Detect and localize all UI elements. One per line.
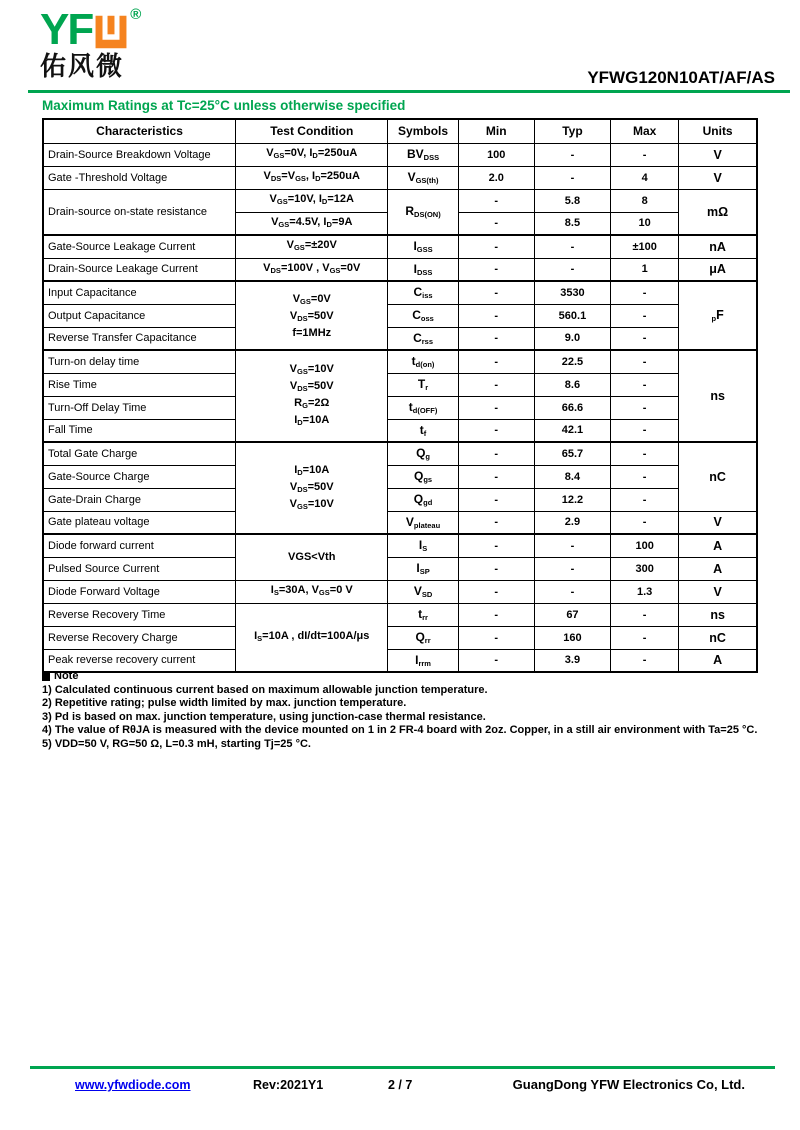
cell-char: Diode forward current xyxy=(43,534,236,557)
cell-val: - xyxy=(458,534,534,557)
cell-val: 1.3 xyxy=(611,580,679,603)
logo-shu-icon xyxy=(94,14,128,50)
column-header: Characteristics xyxy=(43,119,236,143)
cell-val: - xyxy=(611,649,679,672)
cell-val: - xyxy=(611,350,679,373)
cell-char: Fall Time xyxy=(43,419,236,442)
cell-char: Drain-source on-state resistance xyxy=(43,189,236,235)
cell-val: - xyxy=(458,649,534,672)
cell-val: 3.9 xyxy=(534,649,610,672)
note-line: 5) VDD=50 V, RG=50 Ω, L=0.3 mH, starting Tj=25 °C. xyxy=(42,737,311,750)
cell-val: - xyxy=(458,626,534,649)
cell-cond: $V_{GS}=0V$, $I_D=250uA$ xyxy=(236,143,388,166)
cell-val: 4 xyxy=(611,166,679,189)
cell-val: 5.8 xyxy=(534,189,610,212)
note-line: 4) The value of RθJA is measured with the device mounted on 1 in 2 FR-4 board with 2oz. Copper, in a still air environment with Ta=25 °C. xyxy=(42,724,758,736)
cell-val: - xyxy=(458,580,534,603)
cell-cond: $V_{GS}=4.5V$, $I_D=9A$ xyxy=(236,212,388,235)
note-line: 3) Pd is based on max. junction temperature, using junction-case thermal resistance. xyxy=(42,710,486,723)
cell-char: Reverse Recovery Time xyxy=(43,603,236,626)
cell-val: 160 xyxy=(534,626,610,649)
cell-val: 1 xyxy=(611,258,679,281)
cell-val: 8 xyxy=(611,189,679,212)
note-line: 1) Calculated continuous current based on maximum allowable junction temperature. xyxy=(42,683,488,696)
table-row xyxy=(43,304,757,327)
table-row xyxy=(43,557,757,580)
cell-cond: $I_S=10A$ , dI/dt=100A/μs xyxy=(236,603,388,672)
cell-val: - xyxy=(458,465,534,488)
cell-char: Gate-Source Charge xyxy=(43,465,236,488)
footer-divider xyxy=(30,1066,775,1069)
table-row xyxy=(43,603,757,626)
section-title: Maximum Ratings at Tc=25°C unless otherwise specified xyxy=(42,98,406,113)
cell-char: Turn-on delay time xyxy=(43,350,236,373)
cell-sym: $I_{SP}$ xyxy=(388,557,458,580)
cell-val: - xyxy=(458,419,534,442)
note-title: Note xyxy=(54,670,79,682)
note-header xyxy=(42,670,758,684)
cell-val: - xyxy=(458,488,534,511)
cell-char: Input Capacitance xyxy=(43,281,236,304)
cell-sym: $I_S$ xyxy=(388,534,458,557)
cell-val: 2.9 xyxy=(534,511,610,534)
cell-char: Reverse Transfer Capacitance xyxy=(43,327,236,350)
cell-val: - xyxy=(611,626,679,649)
cell-sym: $Q_{gd}$ xyxy=(388,488,458,511)
table-row xyxy=(43,442,757,465)
cell-sym: $I_{GSS}$ xyxy=(388,235,458,258)
cell-val: 67 xyxy=(534,603,610,626)
maximum-ratings-table xyxy=(42,118,758,673)
cell-val: 42.1 xyxy=(534,419,610,442)
cell-char: Gate-Drain Charge xyxy=(43,488,236,511)
cell-unit: ns xyxy=(679,603,757,626)
table-row xyxy=(43,350,757,373)
note-bullet-icon xyxy=(42,673,50,681)
table-row xyxy=(43,488,757,511)
cell-val: - xyxy=(458,281,534,304)
cell-unit: nA xyxy=(679,235,757,258)
cell-val: - xyxy=(611,143,679,166)
table-row xyxy=(43,166,757,189)
column-header: Units xyxy=(679,119,757,143)
cell-unit: A xyxy=(679,649,757,672)
table-row xyxy=(43,396,757,419)
cell-char: Drain-Source Leakage Current xyxy=(43,258,236,281)
cell-val: 66.6 xyxy=(534,396,610,419)
cell-char: Rise Time xyxy=(43,373,236,396)
table-row xyxy=(43,281,757,304)
cell-char: Reverse Recovery Charge xyxy=(43,626,236,649)
cell-val: - xyxy=(611,511,679,534)
cell-val: 65.7 xyxy=(534,442,610,465)
cell-val: - xyxy=(611,396,679,419)
cell-unit: ns xyxy=(679,350,757,442)
cell-val: - xyxy=(458,350,534,373)
cell-sym: $C_{oss}$ xyxy=(388,304,458,327)
cell-val: - xyxy=(458,373,534,396)
cell-val: - xyxy=(534,258,610,281)
cell-sym: $BV_{DSS}$ xyxy=(388,143,458,166)
cell-val: - xyxy=(534,580,610,603)
cell-sym: $V_{SD}$ xyxy=(388,580,458,603)
cell-cond: $I_S=30A$, $V_{GS}=0$ V xyxy=(236,580,388,603)
cell-val: - xyxy=(611,603,679,626)
cell-char: Total Gate Charge xyxy=(43,442,236,465)
table-row xyxy=(43,258,757,281)
cell-cond: $V_{GS}=10V$, $I_D=12A$ xyxy=(236,189,388,212)
logo-text: YF xyxy=(40,5,93,54)
cell-sym: $t_f$ xyxy=(388,419,458,442)
cell-sym: $Q_{gs}$ xyxy=(388,465,458,488)
cell-sym: $t_{rr}$ xyxy=(388,603,458,626)
cell-val: - xyxy=(534,534,610,557)
table-row xyxy=(43,626,757,649)
cell-unit: A xyxy=(679,534,757,557)
cell-char: Output Capacitance xyxy=(43,304,236,327)
cell-sym: $t_{d(on)}$ xyxy=(388,350,458,373)
ratings-table-container xyxy=(42,118,758,673)
cell-sym: $V_{GS(th)}$ xyxy=(388,166,458,189)
cell-val: - xyxy=(611,327,679,350)
cell-val: 3530 xyxy=(534,281,610,304)
cell-sym: $I_{rrm}$ xyxy=(388,649,458,672)
cell-val: - xyxy=(611,465,679,488)
cell-val: - xyxy=(458,258,534,281)
cell-val: 8.4 xyxy=(534,465,610,488)
cell-val: - xyxy=(611,442,679,465)
cell-sym: $C_{iss}$ xyxy=(388,281,458,304)
cell-char: Turn-Off Delay Time xyxy=(43,396,236,419)
cell-val: - xyxy=(458,396,534,419)
table-row xyxy=(43,189,757,212)
cell-sym: $R_{DS(ON)}$ xyxy=(388,189,458,235)
cell-unit: V xyxy=(679,511,757,534)
column-header: Min xyxy=(458,119,534,143)
cell-val: - xyxy=(458,603,534,626)
cell-char: Gate -Threshold Voltage xyxy=(43,166,236,189)
cell-unit: V xyxy=(679,580,757,603)
cell-val: - xyxy=(534,557,610,580)
table-row xyxy=(43,419,757,442)
cell-sym: $t_{d(OFF)}$ xyxy=(388,396,458,419)
cell-sym: $I_{DSS}$ xyxy=(388,258,458,281)
cell-val: - xyxy=(458,442,534,465)
cell-cond: $V_{GS}=\pm 20V$ xyxy=(236,235,388,258)
cell-val: - xyxy=(534,143,610,166)
cell-val: 100 xyxy=(458,143,534,166)
table-row xyxy=(43,465,757,488)
cell-sym: $V_{plateau}$ xyxy=(388,511,458,534)
cell-val: 560.1 xyxy=(534,304,610,327)
cell-val: - xyxy=(611,281,679,304)
cell-unit: $_p$F xyxy=(679,281,757,350)
cell-val: - xyxy=(458,557,534,580)
cell-unit: nC xyxy=(679,626,757,649)
cell-val: - xyxy=(611,373,679,396)
cell-unit: V xyxy=(679,166,757,189)
notes-section xyxy=(42,670,758,751)
column-header: Test Condition xyxy=(236,119,388,143)
cell-char: Pulsed Source Current xyxy=(43,557,236,580)
table-row xyxy=(43,534,757,557)
cell-val: 2.0 xyxy=(458,166,534,189)
company-name: GuangDong YFW Electronics Co, Ltd. xyxy=(512,1077,745,1092)
cell-val: - xyxy=(611,419,679,442)
table-row xyxy=(43,649,757,672)
cell-val: 12.2 xyxy=(534,488,610,511)
cell-sym: $Q_{rr}$ xyxy=(388,626,458,649)
table-row xyxy=(43,235,757,258)
cell-unit: A xyxy=(679,557,757,580)
cell-val: 8.5 xyxy=(534,212,610,235)
cell-unit: μA xyxy=(679,258,757,281)
cell-val: 300 xyxy=(611,557,679,580)
cell-char: Drain-Source Breakdown Voltage xyxy=(43,143,236,166)
cell-val: - xyxy=(458,327,534,350)
cell-cond: $V_{DS}=100V$ , $V_{GS}=0V$ xyxy=(236,258,388,281)
cell-val: - xyxy=(458,189,534,212)
cell-val: 100 xyxy=(611,534,679,557)
cell-cond: $V_{GS}=10V$ $V_{DS}=50V$ $R_G=2\Omega$ $I_D=10A$ xyxy=(236,350,388,442)
cell-val: - xyxy=(534,166,610,189)
cell-val: - xyxy=(611,304,679,327)
cell-val: ±100 xyxy=(611,235,679,258)
table-row xyxy=(43,143,757,166)
note-line: 2) Repetitive rating; pulse width limited by max. junction temperature. xyxy=(42,697,407,709)
cell-cond: $I_D=10A$ $V_{DS}=50V$ $V_{GS}=10V$ xyxy=(236,442,388,534)
column-header: Max xyxy=(611,119,679,143)
revision-label: Rev:2021Y1 xyxy=(253,1078,324,1092)
table-row xyxy=(43,511,757,534)
registered-trademark-icon: ® xyxy=(130,6,142,23)
cell-val: 9.0 xyxy=(534,327,610,350)
page-number: 2 / 7 xyxy=(388,1078,413,1092)
cell-val: 22.5 xyxy=(534,350,610,373)
table-header-row xyxy=(43,119,757,143)
column-header: Symbols xyxy=(388,119,458,143)
cell-val: - xyxy=(458,511,534,534)
table-row xyxy=(43,580,757,603)
cell-char: Peak reverse recovery current xyxy=(43,649,236,672)
cell-unit: nC xyxy=(679,442,757,511)
yfw-logo xyxy=(40,5,142,81)
logo-chinese-name: 佑风微 xyxy=(40,51,125,81)
cell-val: - xyxy=(458,212,534,235)
column-header: Typ xyxy=(534,119,610,143)
cell-unit: V xyxy=(679,143,757,166)
cell-sym: $T_r$ xyxy=(388,373,458,396)
cell-char: Gate plateau voltage xyxy=(43,511,236,534)
website-link[interactable]: www.yfwdiode.com xyxy=(75,1078,191,1092)
part-number: YFWG120N10AT/AF/AS xyxy=(587,68,775,87)
cell-val: - xyxy=(534,235,610,258)
cell-val: - xyxy=(458,304,534,327)
cell-cond: $V_{DS}=V_{GS}$, $I_D=250uA$ xyxy=(236,166,388,189)
cell-cond: $V_{GS}=0V$ $V_{DS}=50V$ f=1MHz xyxy=(236,281,388,350)
cell-char: Gate-Source Leakage Current xyxy=(43,235,236,258)
table-row xyxy=(43,373,757,396)
cell-unit: mΩ xyxy=(679,189,757,235)
cell-char: Diode Forward Voltage xyxy=(43,580,236,603)
cell-val: 10 xyxy=(611,212,679,235)
header-divider xyxy=(28,90,790,93)
table-row xyxy=(43,327,757,350)
cell-val: - xyxy=(458,235,534,258)
cell-sym: $C_{rss}$ xyxy=(388,327,458,350)
cell-sym: $Q_g$ xyxy=(388,442,458,465)
cell-cond: VGS<Vth xyxy=(236,534,388,580)
cell-val: - xyxy=(611,488,679,511)
cell-val: 8.6 xyxy=(534,373,610,396)
